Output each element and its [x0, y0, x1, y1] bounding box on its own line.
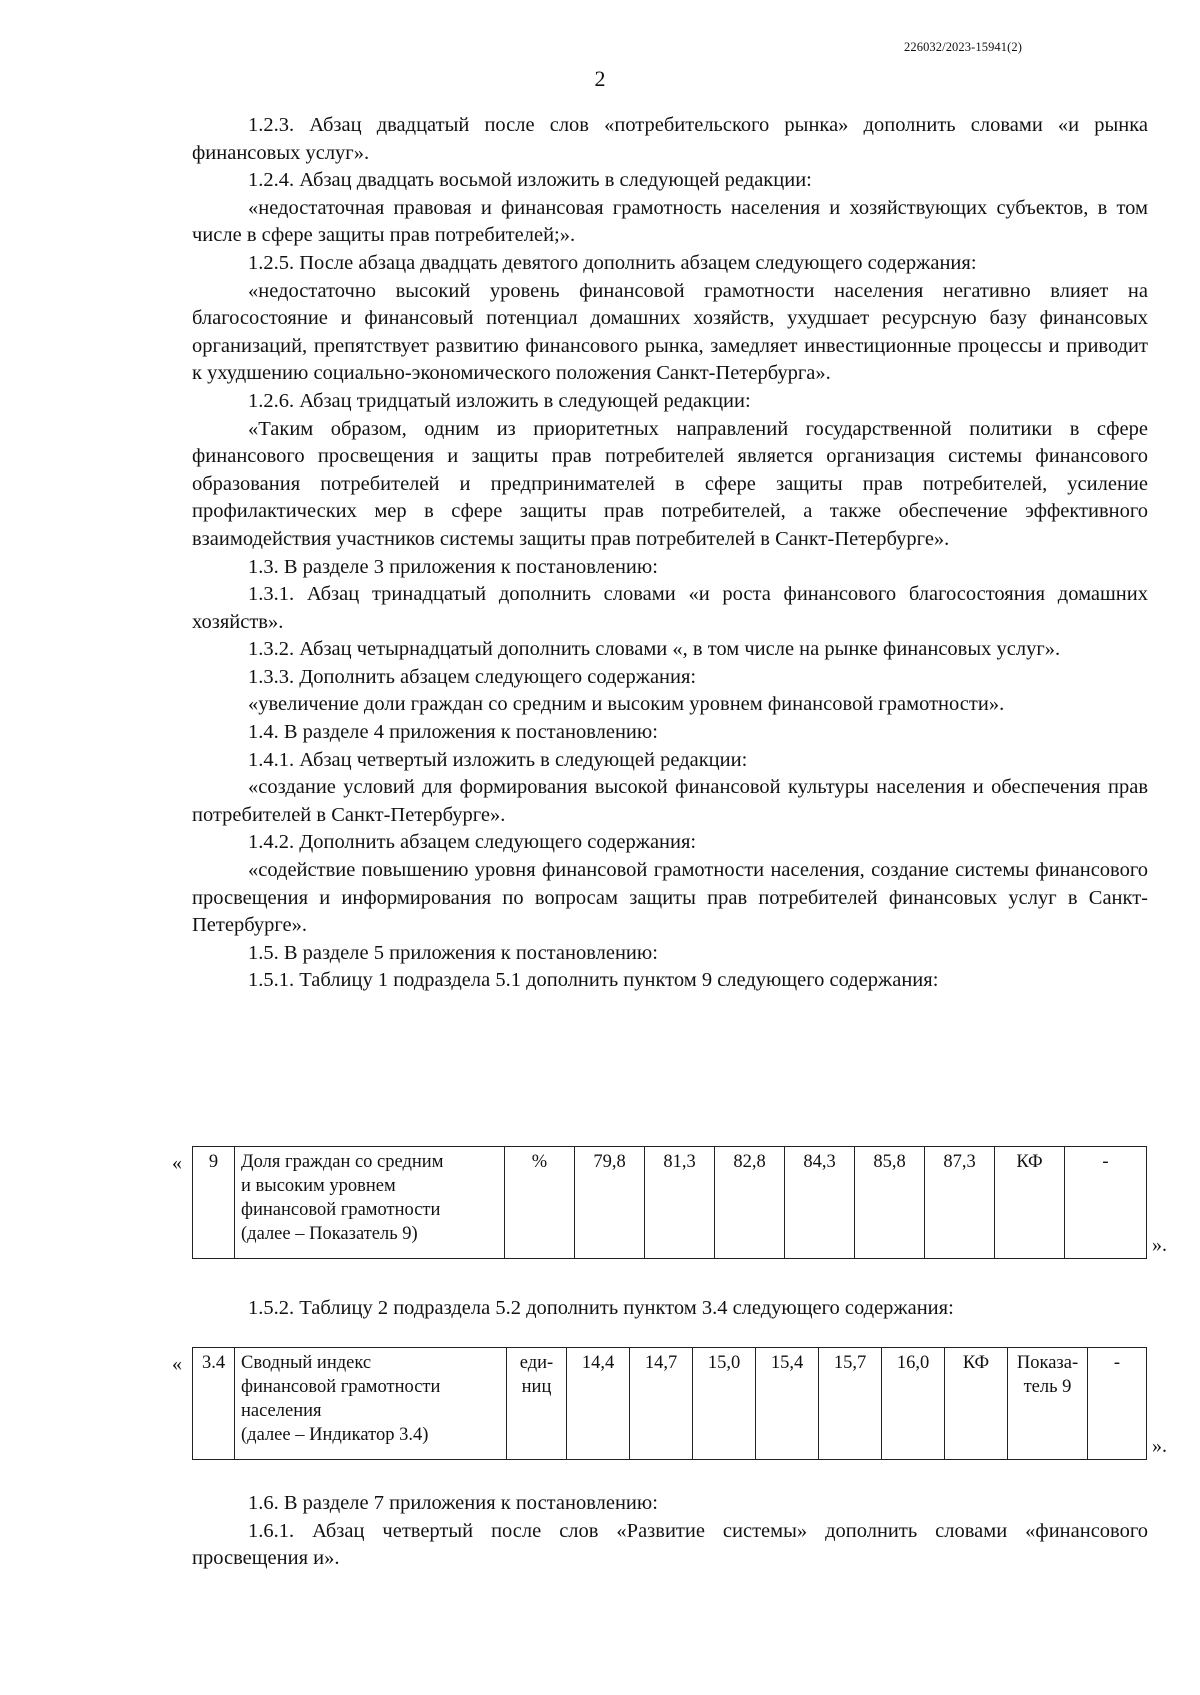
- close-quote: ».: [1152, 1435, 1167, 1457]
- paragraph: 1.6.1. Абзац четвертый после слов «Развитие системы» дополнить словами «финансового просвещения и».: [192, 1519, 1148, 1570]
- paragraph: 1.3.3. Дополнить абзацем следующего содержания:: [248, 665, 697, 688]
- close-quote: ».: [1152, 1234, 1167, 1256]
- unit-cell: [507, 1348, 567, 1460]
- paragraph: 1.3. В разделе 3 приложения к постановлению:: [248, 555, 658, 578]
- paragraph: 1.3.1. Абзац тринадцатый дополнить словами «и роста финансового благосостояния домашних хозяйств».: [192, 583, 1148, 633]
- paragraph: 1.2.5. После абзаца двадцать девятого дополнить абзацем следующего содержания:: [248, 251, 977, 274]
- table-row: [193, 1147, 1147, 1259]
- value-cell: 84,3: [785, 1147, 855, 1259]
- body-text-bottom: [192, 1490, 1148, 1573]
- row-number: 3.4: [193, 1348, 235, 1460]
- extra-cell: -: [1088, 1348, 1147, 1460]
- linked-indicator-cell: [1008, 1348, 1088, 1460]
- open-quote: «: [172, 1353, 182, 1375]
- value-cell: 15,0: [693, 1348, 756, 1460]
- source-cell: КФ: [995, 1147, 1065, 1259]
- indicator-name: [235, 1348, 507, 1460]
- paragraph: 1.2.4. Абзац двадцать восьмой изложить в следующей редакции:: [248, 169, 812, 192]
- paragraph: «недостаточная правовая и финансовая грамотность населения и хозяйствующих субъектов, в том числе в сфере защиты прав потребителей;».: [192, 196, 1148, 247]
- value-cell: 82,8: [715, 1147, 785, 1259]
- paragraph: «Таким образом, одним из приоритетных направлений государственной политики в сфере финансового просвещения и защиты прав потребителей является организация системы финансового образования потребителей и предпринимателей в сфере защиты прав потребителей, усиление профилактических мер в сфере защиты прав потребителей, а также обеспечение эффективного взаимодействия участников системы защиты прав потребителей в Санкт-Петербурге».: [192, 417, 1148, 550]
- name-line: Доля граждан со средним: [241, 1152, 444, 1172]
- paragraph: «увеличение доли граждан со средним и высоким уровнем финансовой грамотности».: [248, 693, 1005, 716]
- table-row: [193, 1348, 1147, 1460]
- paragraph: 1.5.1. Таблицу 1 подраздела 5.1 дополнить пунктом 9 следующего содержания:: [248, 969, 939, 992]
- name-line: населения: [241, 1401, 322, 1421]
- indicator-name: [235, 1147, 505, 1259]
- name-line: финансовой грамотности: [241, 1200, 441, 1220]
- extra-cell: -: [1065, 1147, 1147, 1259]
- page-number: 2: [594, 66, 606, 91]
- value-cell: 16,0: [882, 1348, 945, 1460]
- table-1-insert: [172, 1146, 1172, 1264]
- value-cell: 14,4: [567, 1348, 630, 1460]
- paragraph: 1.2.3. Абзац двадцатый после слов «потребительского рынка» дополнить словами «и рынка финансовых услуг».: [192, 114, 1148, 164]
- name-line: и высоким уровнем: [241, 1176, 396, 1196]
- paragraph: 1.3.2. Абзац четырнадцатый дополнить словами «, в том числе на рынке финансовых услуг».: [248, 638, 1061, 661]
- paragraph: 1.2.6. Абзац тридцатый изложить в следующей редакции:: [248, 389, 751, 412]
- paragraph: «недостаточно высокий уровень финансовой грамотности населения негативно влияет на благосостояние и финансовый потенциал домашних хозяйств, ухудшает ресурсную базу финансовых организаций, препятствует развитию финансового рынка, замедляет инвестиционные процессы и приводит к ухудшению социально-экономического положения Санкт-Петербурга».: [192, 279, 1148, 385]
- indicator-table-1: [192, 1146, 1147, 1259]
- value-cell: 85,8: [855, 1147, 925, 1259]
- link-line: тель 9: [1023, 1377, 1072, 1397]
- paragraph: 1.4.2. Дополнить абзацем следующего содержания:: [248, 831, 697, 854]
- value-cell: 87,3: [925, 1147, 995, 1259]
- document-id: 226032/2023-15941(2): [904, 40, 1022, 54]
- name-line: (далее – Показатель 9): [241, 1224, 418, 1244]
- value-cell: 14,7: [630, 1348, 693, 1460]
- table-2-insert: [172, 1347, 1172, 1465]
- open-quote: «: [172, 1152, 182, 1174]
- body-text-top: [192, 112, 1148, 995]
- name-line: Сводный индекс: [241, 1353, 372, 1373]
- unit-cell: %: [505, 1147, 575, 1259]
- unit-line: еди-: [519, 1353, 554, 1373]
- value-cell: 79,8: [575, 1147, 645, 1259]
- name-line: финансовой грамотности: [241, 1377, 441, 1397]
- value-cell: 81,3: [645, 1147, 715, 1259]
- unit-line: ниц: [521, 1377, 552, 1397]
- body-text-mid: [192, 1295, 1148, 1323]
- row-number: 9: [193, 1147, 235, 1259]
- name-line: (далее – Индикатор 3.4): [241, 1425, 429, 1445]
- value-cell: 15,7: [819, 1348, 882, 1460]
- paragraph: «содействие повышению уровня финансовой грамотности населения, создание системы финансового просвещения и информирования по вопросам защиты прав потребителей финансовых услуг в Санкт-Петербурге».: [192, 859, 1148, 937]
- paragraph: 1.5. В разделе 5 приложения к постановлению:: [248, 941, 658, 964]
- paragraph: 1.4.1. Абзац четвертый изложить в следующей редакции:: [248, 748, 748, 771]
- indicator-table-2: [192, 1347, 1147, 1460]
- value-cell: 15,4: [756, 1348, 819, 1460]
- paragraph: 1.4. В разделе 4 приложения к постановлению:: [248, 721, 658, 744]
- paragraph: 1.5.2. Таблицу 2 подраздела 5.2 дополнить пунктом 3.4 следующего содержания:: [248, 1297, 954, 1319]
- paragraph: «создание условий для формирования высокой финансовой культуры населения и обеспечения прав потребителей в Санкт-Петербурге».: [192, 776, 1148, 826]
- paragraph: 1.6. В разделе 7 приложения к постановлению:: [248, 1492, 658, 1514]
- link-line: Показа-: [1016, 1353, 1079, 1373]
- source-cell: КФ: [945, 1348, 1008, 1460]
